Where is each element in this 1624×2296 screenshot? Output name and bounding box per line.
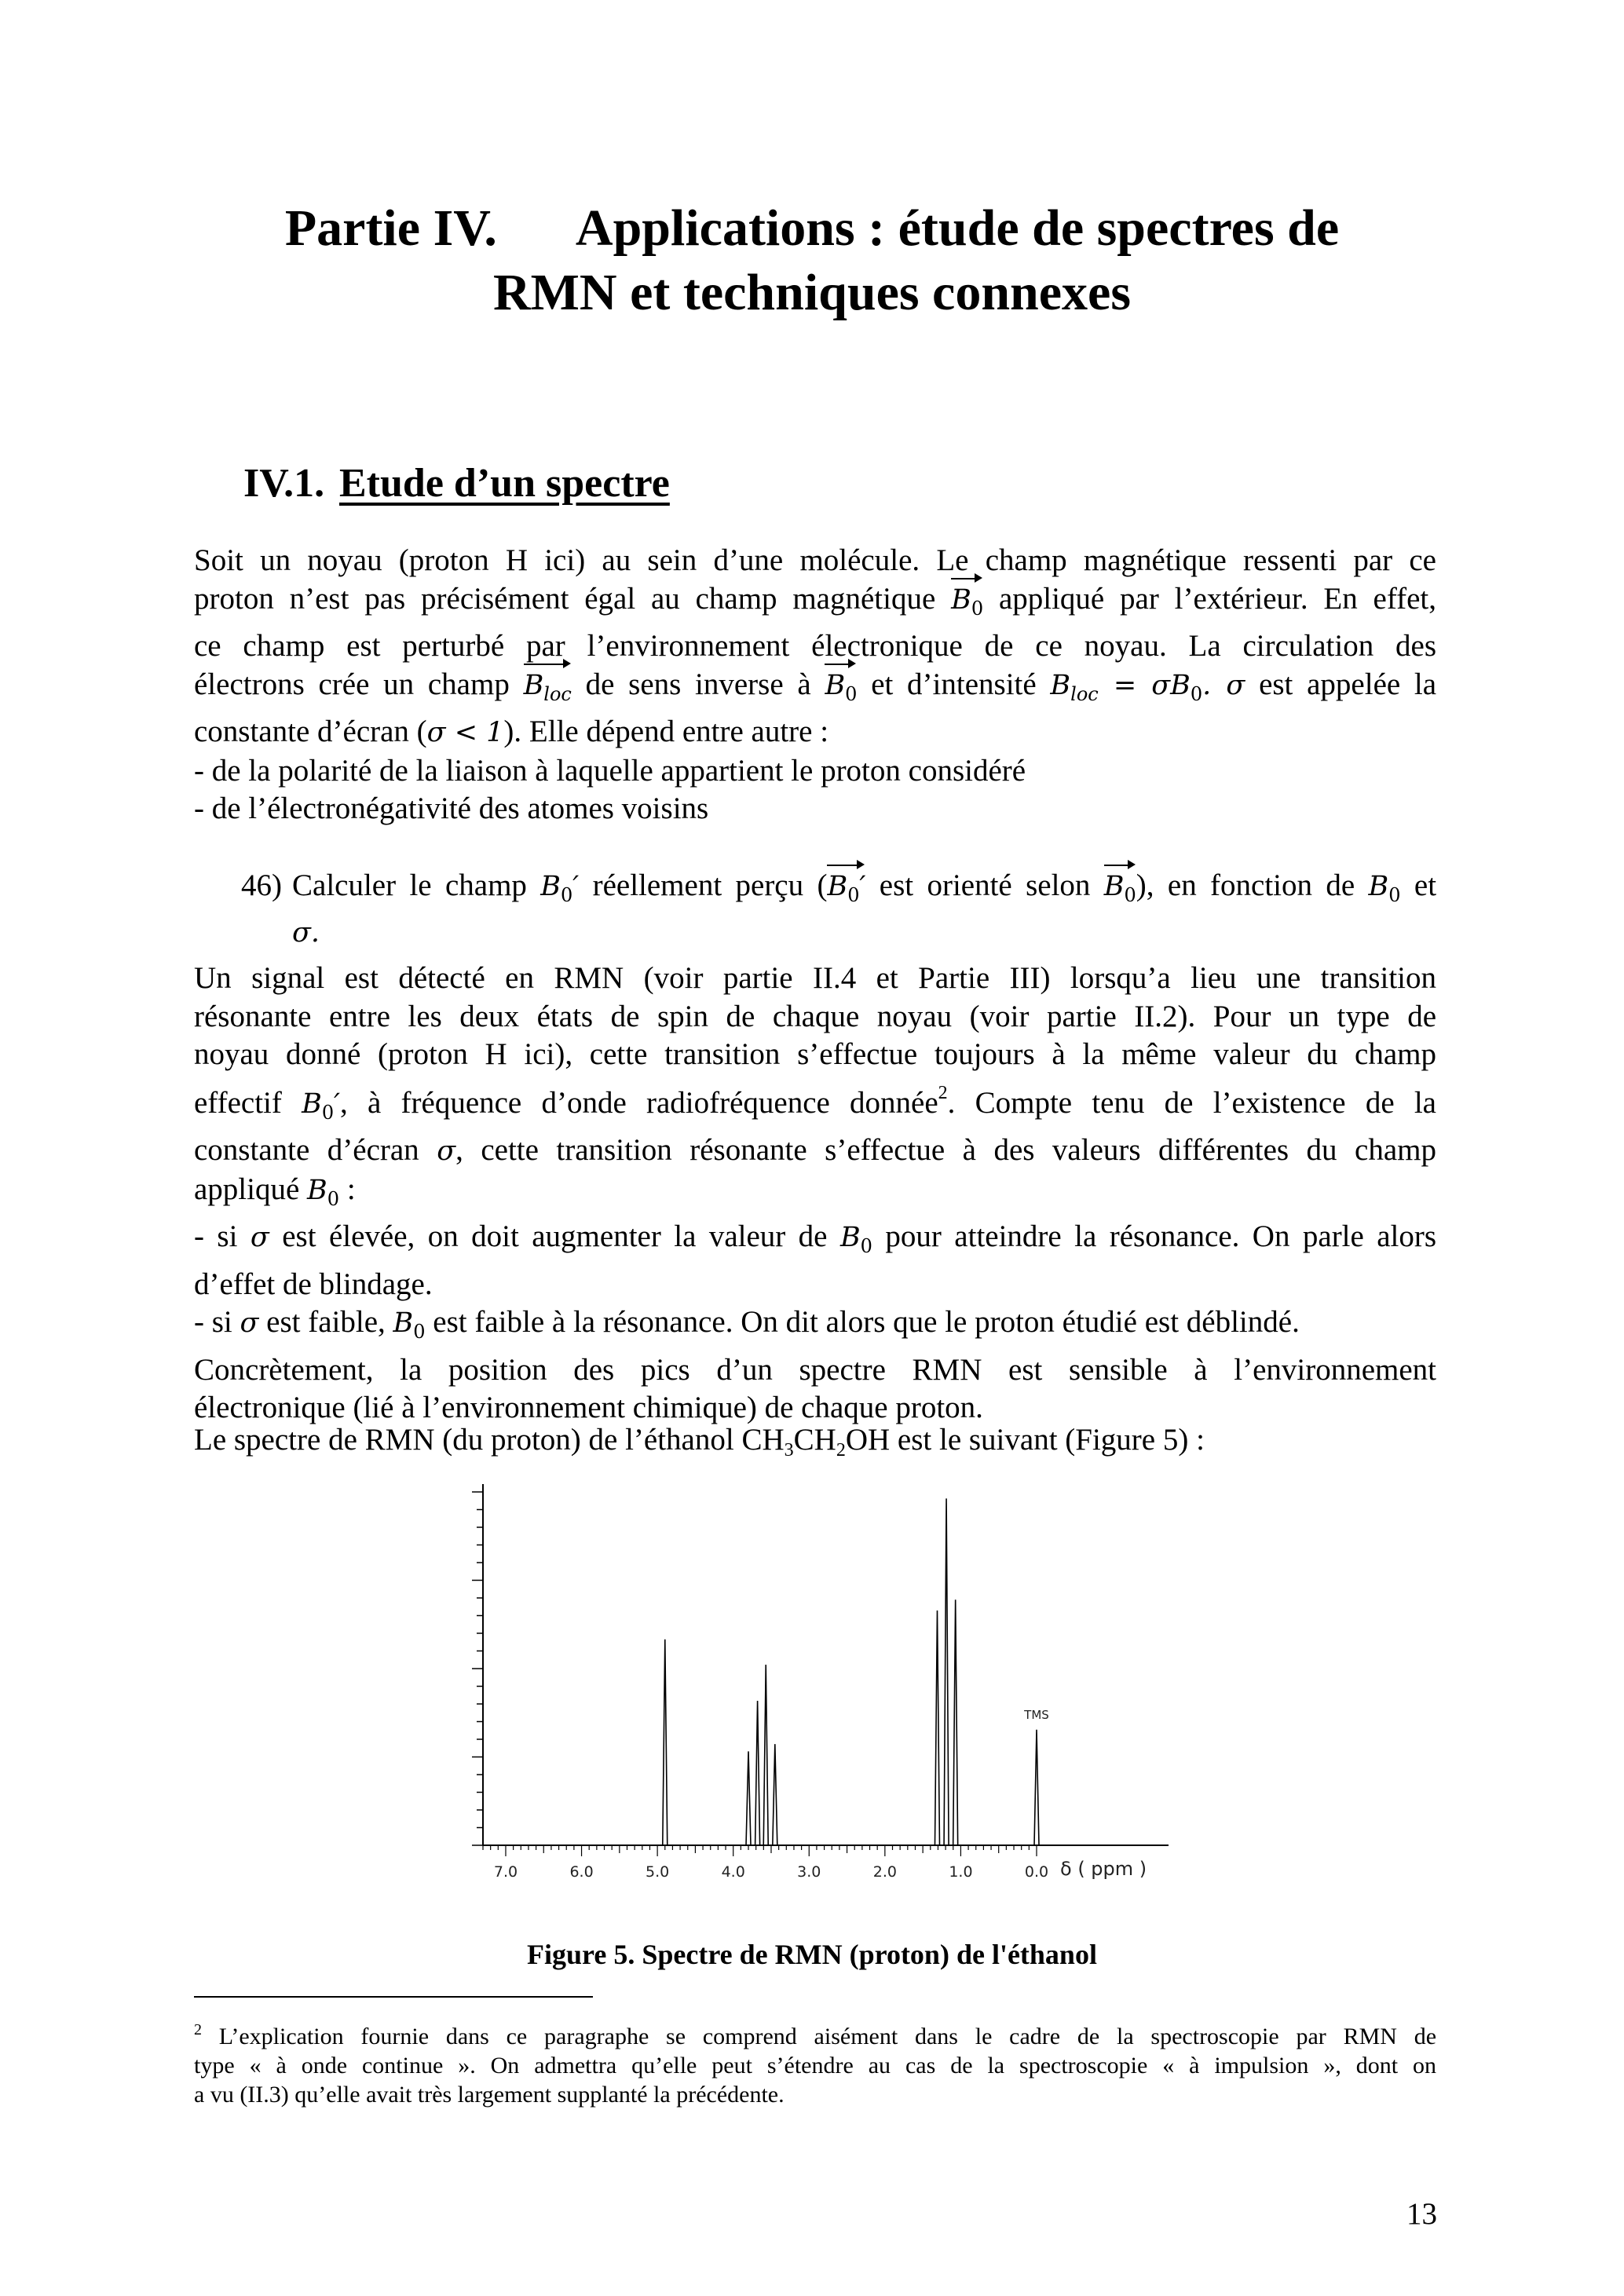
vector-Bloc: $B_{loc}$	[524, 667, 572, 714]
part-title	[0, 196, 1624, 325]
body-line-6: appliqué $B_0$ :	[194, 1172, 356, 1210]
x-tick-label: 0.0	[1024, 1863, 1049, 1881]
body-line-8: d’effet de blindage.	[194, 1267, 433, 1301]
page-number: 13	[1406, 2197, 1437, 2231]
section-number: IV.1.	[243, 461, 325, 506]
section-name: Etude d’un spectre	[339, 461, 670, 506]
x-tick-label: 2.0	[872, 1863, 897, 1881]
x-tick-label: 3.0	[797, 1863, 821, 1881]
body-line-2: résonante entre les deux états de spin de chaque noyau (voir partie II.2). Pour un type de	[194, 999, 1436, 1033]
vector-B0-prime: $B_0'$	[827, 868, 865, 914]
footnote-line-1: $^2$ L’explication fournie dans ce paragraphe se comprend aisément dans le cadre de la spectroscopie par RMN de	[194, 2021, 1437, 2049]
footnote-line-3: a vu (II.3) qu’elle avait très largement supplanté la précédente.	[194, 2082, 785, 2108]
body-line-5: constante d’écran σ, cette transition résonante s’effectue à des valeurs différentes du champ	[194, 1133, 1437, 1167]
part-title-line2: RMN et techniques connexes	[492, 264, 1132, 321]
vector-B0-c: $B_0$	[1104, 868, 1136, 914]
body-line-4: effectif $B_0'$, à fréquence d’onde radiofréquence donnée$^2$. Compte tenu de l’existence de la	[194, 1082, 1436, 1124]
B0-prime: $B_0'$	[540, 871, 580, 906]
spectrum-peaks	[663, 1498, 1039, 1845]
spectrum-peak	[763, 1665, 768, 1845]
intro-line-7: - de l’électronégativité des atomes voisins	[194, 792, 709, 825]
part-label: Partie IV.	[284, 199, 497, 257]
intro-line-5: constante d’écran (σ < 1). Elle dépend entre autre :	[194, 715, 829, 748]
body-line-9: - si σ est faible, $B_0$ est faible à la résonance. On dit alors que le proton étudié est déblindé.	[194, 1305, 1300, 1343]
intro-line-6: - de la polarité de la liaison à laquelle appartient le proton considéré	[194, 753, 1026, 788]
question-text: Calculer le champ $B_0'$ réellement perçu ($B_0'$ est orienté selon $B_0$), en fonction de $B_0$ et σ.	[292, 868, 1437, 949]
figure-caption: Figure 5. Spectre de RMN (proton) de l'éthanol	[527, 1939, 1097, 1970]
spectrum-peak	[953, 1600, 958, 1845]
intro-line-3: ce champ est perturbé par l’environnement électronique de ce noyau. La circulation des	[194, 629, 1436, 663]
y-axis-ticks	[472, 1492, 483, 1845]
eq-bloc: $B_{loc} = \sigma B_0$. σ	[1050, 669, 1245, 705]
body-line-3: noyau donné (proton H ici), cette transition s’effectue toujours à la même valeur du champ	[194, 1037, 1436, 1071]
x-tick-label: 5.0	[646, 1863, 670, 1881]
intro-line-2: proton n’est pas précisément égal au champ magnétique $B_0$ appliqué par l’extérieur. En effet,	[194, 580, 1436, 628]
footnote-separator	[194, 1996, 593, 1998]
part-title-line1	[0, 196, 1624, 261]
spectrum-peak	[773, 1744, 777, 1845]
x-axis-ticks	[483, 1845, 1037, 1856]
intro-paragraph	[194, 542, 1436, 828]
body-line-7: - si σ est élevée, on doit augmenter la valeur de $B_0$ pour atteindre la résonance. On parle alors	[194, 1219, 1437, 1257]
footnote	[194, 2016, 1436, 2109]
tms-annotation: TMS	[1024, 1707, 1049, 1722]
footnote-line-2: type « à onde continue ». On admettra qu’elle peut s’étendre au cas de la spectroscopie « à impulsion », dont on	[194, 2053, 1436, 2078]
footnote-mark: 2	[194, 2021, 202, 2038]
spectrum-peak	[1034, 1730, 1039, 1845]
section-heading	[243, 460, 670, 506]
spectrum-peak	[746, 1751, 751, 1845]
vector-B0-b: $B_0$	[825, 667, 857, 714]
body-line-10: Concrètement, la position des pics d’un spectre RMN est sensible à l’environnement	[194, 1352, 1436, 1387]
intro-line-4: électrons crée un champ $B_{loc}$ de sens inverse à $B_0$ et d’intensité $B_{loc} = \sigma B_0$. σ est appelée la	[194, 666, 1436, 714]
x-tick-label: 4.0	[721, 1863, 745, 1881]
spectrum-peak	[663, 1640, 668, 1845]
x-axis-tick-labels	[494, 1863, 1048, 1881]
question-46	[241, 867, 1436, 952]
question-number: 46)	[241, 868, 282, 902]
body-paragraph	[194, 960, 1436, 1428]
nmr-spectrum-chart	[440, 1476, 1225, 1900]
body-line-11: électronique (lié à l’environnement chimique) de chaque proton.	[194, 1391, 983, 1424]
ethanol-sentence: Le spectre de RMN (du proton) de l’éthanol $CH_3CH_2OH$ est le suivant (Figure 5) :	[194, 1423, 1205, 1461]
spectrum-peak	[935, 1610, 939, 1845]
spectrum-peak	[755, 1701, 760, 1845]
part-title-text-1: Applications : étude de spectres de	[575, 199, 1340, 257]
body-line-1: Un signal est détecté en RMN (voir partie II.4 et Partie III) lorsqu’a lieu une transition	[194, 961, 1436, 995]
x-tick-label: 7.0	[493, 1863, 518, 1881]
vector-B0: $B_0$	[951, 581, 983, 628]
x-tick-label: 6.0	[569, 1863, 594, 1881]
footnote-ref: 2	[938, 1082, 948, 1103]
x-tick-label: 1.0	[949, 1863, 973, 1881]
spectrum-peak	[944, 1498, 949, 1845]
x-axis-label: δ ( ppm )	[1060, 1858, 1147, 1880]
intro-line-1: Soit un noyau (proton H ici) au sein d’une molécule. Le champ magnétique ressenti par ce	[194, 543, 1436, 577]
